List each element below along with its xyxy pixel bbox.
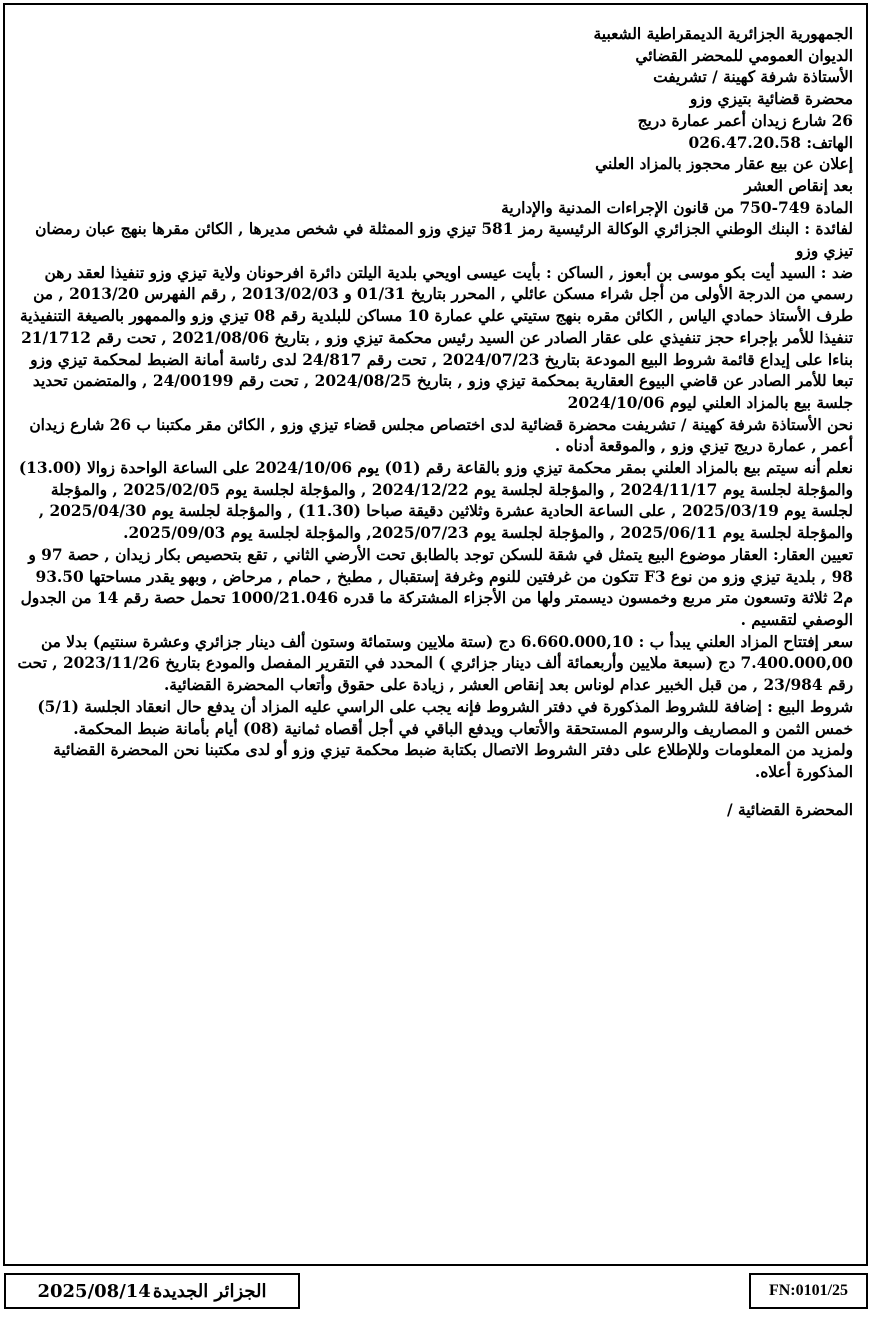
header-line: محضرة قضائية بتيزي وزو (689, 90, 853, 109)
newspaper-name: الجزائر الجديدة (152, 1280, 267, 1302)
seizure-order-paragraph: تنفيذا للأمر بإجراء حجز تنفيذي على عقار الصادر عن السيد رئيس محكمة تيزي وزو , بتاريخ 2021/08/06 , تحت رقم 21/1712 (21, 328, 853, 347)
signature: المحضرة القضائية / (726, 800, 853, 819)
beneficiary-paragraph: لفائدة : البنك الوطني الجزائري الوكالة الرئيسية رمز 581 تيزي وزو الممثلة في شخص مديرها , الكائن مقرها بنهج عبان رمضان تيزي وزو (35, 220, 853, 261)
header-line: 26 شارع زيدان أعمر عمارة دريج (637, 111, 853, 130)
opening-price-paragraph: سعر إفتتاح المزاد العلني يبدأ ب : 6.660.000,10 دج (ستة ملايين وستمائة وستون ألف دينار جزائري وعشرة سنتيم) بدلا من 7.400.000,00 دج (سبعة ملايين وأربعمائة ألف دينار جزائري ) المحدد في التقرير المفصل والمودع بتاريخ 2023/11/26 , تحت رقم 23/984 , من قبل الخبير عدام لوناس بعد إنقاص العشر , زيادة على حقوق وأتعاب المحضرة القضائية. (17, 632, 853, 695)
contact-paragraph: ولمزيد من المعلومات وللإطلاع على دفتر الشروط الاتصال بكتابة ضبط محكمة تيزي وزو أو لدى مكتبنا نحن المحضرة القضائية المذكورة أعلاه. (53, 741, 853, 781)
phone-line: الهاتف: 026.47.20.58 (688, 133, 853, 152)
auction-dates-paragraph: نعلم أنه سيتم بيع بالمزاد العلني بمقر محكمة تيزي وزو بالقاعة رقم (01) يوم 2024/10/06 على الساعة الواحدة زوالا (13.00) والمؤجلة لجلسة يوم 2024/11/17 , والمؤجلة لجلسة يوم 2024/12/22 , والمؤجلة لجلسة يوم 2025/02/05 , والمؤجلة لجلسة يوم 2025/03/19 , على الساعة الحادية عشرة وثلاثين دقيقة صباحا (11.30) , والمؤجلة لجلسة يوم 2025/04/30 , والمؤجلة لجلسة يوم 2025/06/11 , والمؤجلة لجلسة يوم 2025/07/23, والمؤجلة لجلسة يوم 2025/09/03. (18, 459, 853, 543)
notice-body (14, 24, 853, 821)
notice-title: إعلان عن بيع عقار محجوز بالمزاد العلني (595, 155, 853, 174)
property-description-paragraph: تعيين العقار: العقار موضوع البيع يتمثل في شقة للسكن توجد بالطابق تحت الأرضي الثاني , تقع بتحصيص بكار زيدان , حصة 97 و 98 , بلدية تيزي وزو من نوع F3 تتكون من غرفتين للنوم وغرفة إستقبال , مطبخ , حمام , مرحاض , وبهو يقدر مساحتها 93.50 م2 ثلاثة وتسعون متر مربع وخمسون ديسمتر ولها من الأجزاء المشتركة ما قدره 1000/21.046 تحمل حصة رقم 14 من الجدول الوصفي لتقسيم . (20, 545, 853, 629)
debtor-paragraph: ضد : السيد أيت بكو موسى بن أبعوز , الساكن : بأيت عيسى اويحي بلدية اليلتن دائرة افرحونان ولاية تيزي وزو تنفيذا لعقد رهن رسمي من الدرجة الأولى من أجل شراء مسكن عائلي , المحرر بتاريخ 01/31 و 2013/02/03 , رقم الفهرس 2013/20 , من طرف الأستاذ حمادي الياس , الكائن مقره بنهج ستيتي علي عمارة 10 مساكن للبلدية رقم 08 تيزي وزو والممهور بالصيغة التنفيذية (20, 263, 853, 326)
sale-conditions-paragraph: شروط البيع : إضافة للشروط المذكورة في دفتر الشروط فإنه يجب على الراسي عليه المزاد أن يدفع حال انعقاد الجلسة (5/1) خمس الثمن و المصاريف والرسوم المستحقة والأتعاب ويدفع الباقي في أجل أقصاه ثمانية (08) أيام بأمانة ضبط المحكمة. (37, 697, 853, 738)
fn-code-box (749, 1273, 868, 1309)
header-line: الديوان العمومي للمحضر القضائي (635, 46, 853, 65)
newspaper-footer (4, 1273, 300, 1309)
judge-order-paragraph: تبعا للأمر الصادر عن قاضي البيوع العقارية بمحكمة تيزي وزو , بتاريخ 2024/08/25 , تحت رقم 24/00199 , والمتضمن تحديد جلسة بيع بالمزاد العلني ليوم 2024/10/06 (32, 372, 853, 412)
bailiff-paragraph: نحن الأستاذة شرفة كهينة / تشريفت محضرة قضائية لدى اختصاص مجلس قضاء تيزي وزو , الكائن مقر مكتبنا ب 26 شارع زيدان أعمر , عمارة دريج تيزي وزو , والموقعة أدناه . (29, 415, 853, 456)
notice-subtitle: بعد إنقاص العشر (744, 176, 853, 195)
conditions-deposit-paragraph: بناءا على إيداع قائمة شروط البيع المودعة بتاريخ 2024/07/23 , تحت رقم 24/817 لدى رئاسة أمانة الضبط لمحكمة تيزي وزو (30, 350, 853, 369)
fn-code: FN:0101/25 (768, 1282, 849, 1299)
legal-article: المادة 749-750 من قانون الإجراءات المدنية والإدارية (501, 198, 853, 217)
header-line: الأستاذة شرفة كهينة / تشريفت (653, 68, 853, 87)
publication-date: 2025/08/14 (37, 1280, 151, 1302)
header-line: الجمهورية الجزائرية الديمقراطية الشعبية (593, 25, 853, 43)
